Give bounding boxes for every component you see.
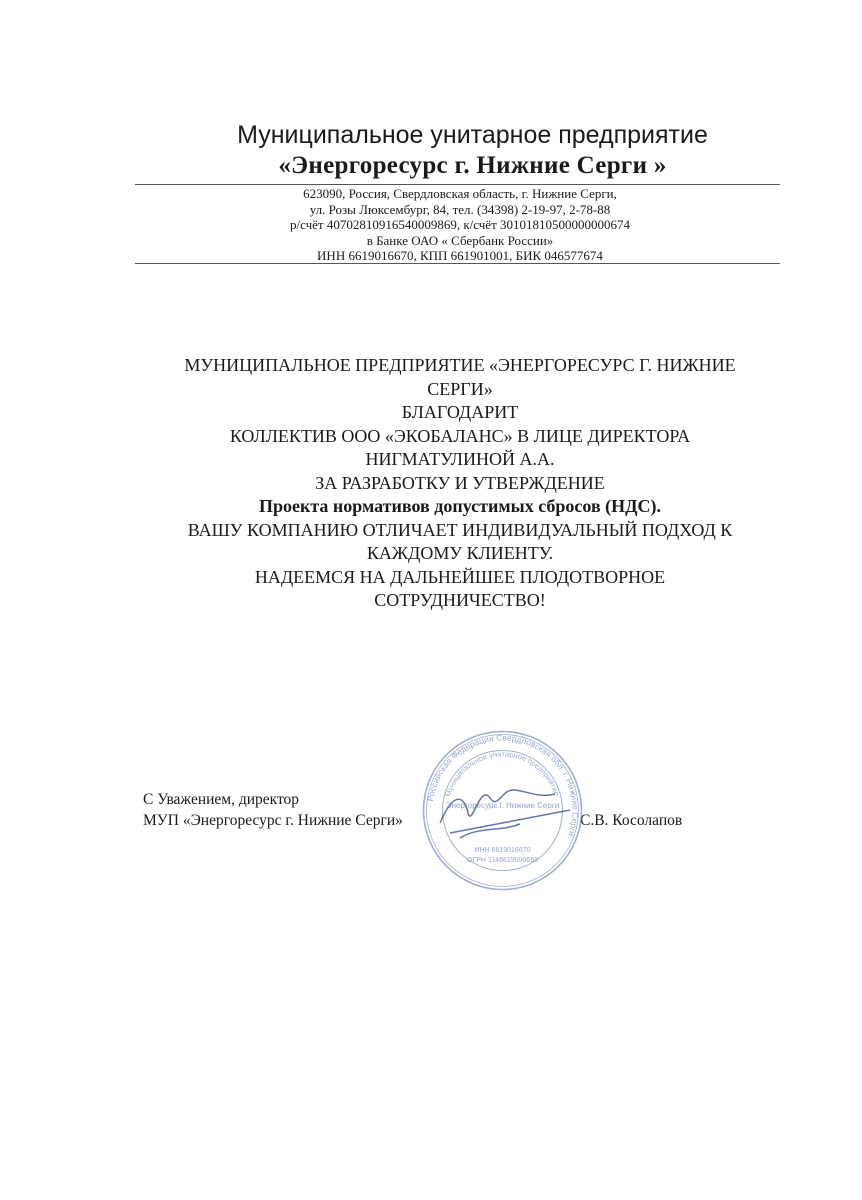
stamp-inn: ИНН 6619016670	[474, 847, 531, 854]
letter-body	[140, 354, 780, 613]
letterhead-bottom-divider	[135, 263, 780, 264]
letterhead-details	[200, 186, 720, 264]
letterhead-accounts: р/счёт 40702810916540009869, к/счёт 30101810500000000674	[289, 217, 631, 232]
body-line: ВАШУ КОМПАНИЮ ОТЛИЧАЕТ ИНДИВИДУАЛЬНЫЙ ПОДХОД К	[187, 519, 733, 540]
project-title: Проекта нормативов допустимых сбросов (НДС).	[258, 496, 662, 516]
closing-greeting: С Уважением, директор	[143, 791, 300, 808]
handwritten-signature	[440, 790, 570, 838]
body-line: КОЛЛЕКТИВ ООО «ЭКОБАЛАНС» В ЛИЦЕ ДИРЕКТОРА	[229, 425, 691, 446]
body-line: СОТРУДНИЧЕСТВО!	[374, 590, 546, 610]
stamp-center-text: Энергоресурс г. Нижние Серги	[445, 801, 560, 810]
body-line: БЛАГОДАРИТ	[401, 402, 519, 422]
letterhead-street: ул. Розы Люксембург, 84, тел. (34398) 2-19-97, 2-78-88	[309, 201, 611, 217]
letterhead-address: 623090, Россия, Свердловская область, г. Нижние Серги,	[303, 186, 617, 201]
body-line: НАДЕЕМСЯ НА ДАЛЬНЕЙШЕЕ ПЛОДОТВОРНОЕ	[254, 566, 666, 587]
letterhead-bank: в Банке ОАО « Сбербанк России»	[366, 232, 554, 248]
closing-organization: МУП «Энергоресурс г. Нижние Серги»	[143, 812, 403, 829]
body-line: ЗА РАЗРАБОТКУ И УТВЕРЖДЕНИЕ	[315, 472, 605, 493]
letterhead-top-divider	[135, 184, 780, 185]
letterhead-org-type: Муниципальное унитарное предприятие	[237, 121, 708, 149]
stamp-inner-text: Муниципальное унитарное предприятие	[443, 749, 562, 798]
body-line: МУНИЦИПАЛЬНОЕ ПРЕДПРИЯТИЕ «ЭНЕРГОРЕСУРС Г. НИЖНИЕ	[184, 355, 736, 375]
body-line: НИГМАТУЛИНОЙ А.А.	[365, 449, 555, 469]
round-stamp	[420, 728, 585, 893]
closing-block	[143, 789, 403, 831]
letterhead-org-name: «Энергоресурс г. Нижние Серги »	[278, 152, 667, 179]
letterhead	[135, 120, 780, 182]
body-line: КАЖДОМУ КЛИЕНТУ.	[366, 543, 554, 563]
stamp-ogrn: ОГРН 1146619000659	[467, 857, 538, 864]
stamp-outer-text: Российская Федерация Свердловская обл. г. Нижние Серги	[425, 732, 581, 838]
body-line: СЕРГИ»	[427, 378, 493, 399]
signatory-name: С.В. Косолапов	[580, 812, 683, 829]
letterhead-ids: ИНН 6619016670, КПП 661901001, БИК 046577674	[317, 248, 603, 263]
